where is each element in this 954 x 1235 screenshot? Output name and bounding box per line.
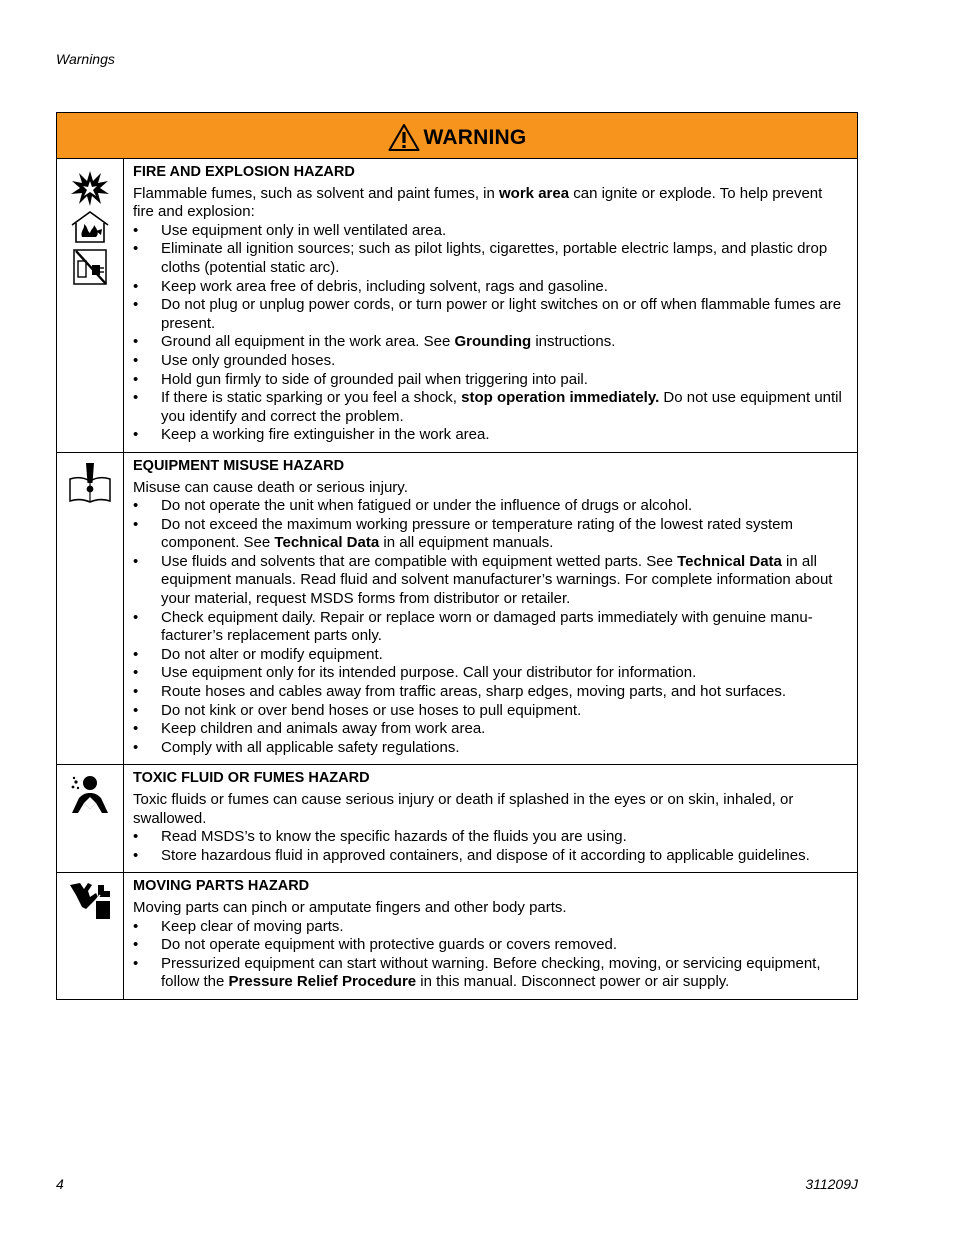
list-item <box>133 936 847 955</box>
hazard-intro <box>133 479 847 498</box>
warning-triangle-icon <box>388 123 420 152</box>
hazard-icons <box>57 873 124 999</box>
document-number: 311209J <box>805 1176 858 1192</box>
text-run: Do not operate equipment with protective guards or covers removed. <box>161 936 618 954</box>
text-run: instructions. <box>531 333 616 351</box>
text-run: Hold gun firmly to side of grounded pail when triggering into pail. <box>161 370 588 388</box>
explosion-icon <box>70 169 110 207</box>
hazard-icons <box>57 159 124 452</box>
list-item <box>133 664 847 683</box>
warning-header <box>57 113 857 159</box>
hazard-icons <box>57 453 124 765</box>
hazard-content <box>124 453 857 765</box>
text-run: Do not exceed the maximum working pressure or temperature rating of the lowest rated system component. See <box>161 515 793 552</box>
warning-table <box>56 112 858 1000</box>
toxic-fumes-icon <box>69 773 111 815</box>
bold-text: Pressure Relief Procedure <box>228 973 417 991</box>
warning-title: WARNING <box>423 125 527 149</box>
hazard-row-fire-explosion <box>57 159 857 453</box>
text-run: Keep clear of moving parts. <box>161 917 344 935</box>
list-item <box>133 497 847 516</box>
list-item <box>133 278 847 297</box>
list-item <box>133 828 847 847</box>
text-run: Store hazardous fluid in approved containers, and dispose of it according to applicable guidelines. <box>161 846 810 864</box>
text-run: in all equipment manuals. Read fluid and solvent manufacturer’s warnings. For complete information about your material, request MSDS forms from distributor or retailer. <box>161 552 833 608</box>
list-item <box>133 847 847 866</box>
hazard-intro <box>133 791 847 828</box>
hazard-title: MOVING PARTS HAZARD <box>133 878 310 895</box>
bold-text: Technical Data <box>677 552 782 570</box>
list-item <box>133 389 847 426</box>
text-run: Pressurized equipment can start without warning. Before checking, moving, or servicing equipment, follow the <box>161 954 821 991</box>
read-manual-icon <box>68 461 112 503</box>
list-item <box>133 702 847 721</box>
hazard-content <box>124 765 857 872</box>
list-item <box>133 553 847 609</box>
text-run: Do not kink or over bend hoses or use hoses to pull equipment. <box>161 701 582 719</box>
hazard-list <box>133 828 847 865</box>
text-run: Toxic fluids or fumes can cause serious injury or death if splashed in the eyes or on skin, inhaled, or swallowed. <box>133 791 794 827</box>
text-run: Use equipment only for its intended purpose. Call your distributor for information. <box>161 664 697 682</box>
list-item <box>133 609 847 646</box>
hazard-intro <box>133 185 847 222</box>
list-item <box>133 240 847 277</box>
text-run: If there is static sparking or you feel a shock, <box>161 389 462 407</box>
text-run: Comply with all applicable safety regulations. <box>161 738 460 756</box>
list-item <box>133 955 847 992</box>
bold-text: Technical Data <box>274 534 380 552</box>
no-plug-icon <box>70 247 110 287</box>
text-run: Use only grounded hoses. <box>161 351 336 369</box>
text-run: Keep work area free of debris, including solvent, rags and gasoline. <box>161 277 608 295</box>
hazard-intro <box>133 899 847 918</box>
list-item <box>133 646 847 665</box>
text-run: Keep a working fire extinguisher in the work area. <box>161 426 490 444</box>
list-item <box>133 296 847 333</box>
text-run: Moving parts can pinch or amputate fingers and other body parts. <box>133 898 567 916</box>
hazard-title: FIRE AND EXPLOSION HAZARD <box>133 164 355 180</box>
list-item <box>133 352 847 371</box>
fire-house-icon <box>68 209 112 245</box>
list-item <box>133 333 847 352</box>
list-item <box>133 739 847 758</box>
text-run: Keep children and animals away from work area. <box>161 720 486 738</box>
text-run: Do not use equipment until you identify and correct the problem. <box>161 389 842 425</box>
hazard-content <box>124 873 857 999</box>
page-number: 4 <box>56 1176 64 1192</box>
list-item <box>133 683 847 702</box>
list-item <box>133 720 847 739</box>
text-run: Misuse can cause death or serious injury. <box>133 478 408 496</box>
hazard-row-moving-parts <box>57 873 857 999</box>
text-run: Read MSDS’s to know the specific hazards of the fluids you are using. <box>161 828 627 846</box>
list-item <box>133 516 847 553</box>
text-run: Do not operate the unit when fatigued or under the influence of drugs or alcohol. <box>161 497 693 515</box>
hazard-list <box>133 497 847 757</box>
list-item <box>133 222 847 241</box>
hazard-list <box>133 918 847 992</box>
text-run: Use equipment only in well ventilated area. <box>161 221 447 239</box>
hazard-row-equipment-misuse <box>57 453 857 766</box>
hazard-content <box>124 159 857 452</box>
text-run: in this manual. Disconnect power or air supply. <box>416 973 730 991</box>
text-run: Do not alter or modify equipment. <box>161 645 383 663</box>
bold-text: stop operation immediately. <box>461 389 660 407</box>
text-run: Check equipment daily. Repair or replace worn or damaged parts immediately with genuine manu-facturer’s replacement parts only. <box>161 608 813 645</box>
hazard-title: TOXIC FLUID OR FUMES HAZARD <box>133 770 370 787</box>
hazard-icons <box>57 765 124 872</box>
list-item <box>133 426 847 445</box>
running-head: Warnings <box>56 51 115 67</box>
text-run: in all equipment manuals. <box>379 534 554 552</box>
hazard-row-toxic-fluid <box>57 765 857 873</box>
list-item <box>133 918 847 937</box>
bold-text: work area <box>499 184 570 202</box>
text-run: Flammable fumes, such as solvent and paint fumes, in <box>133 184 500 202</box>
hazard-title: EQUIPMENT MISUSE HAZARD <box>133 457 345 474</box>
list-item <box>133 371 847 390</box>
text-run: Eliminate all ignition sources; such as pilot lights, cigarettes, portable electric lamps, and plastic drop cloths (potential static arc). <box>161 240 828 276</box>
text-run: Do not plug or unplug power cords, or turn power or light switches on or off when flammable fumes are present. <box>161 296 842 332</box>
text-run: Use fluids and solvents that are compatible with equipment wetted parts. See <box>161 552 678 570</box>
hazard-list <box>133 222 847 445</box>
text-run: can ignite or explode. To help prevent fire and explosion: <box>133 184 823 221</box>
bold-text: Grounding <box>454 333 532 351</box>
text-run: Ground all equipment in the work area. See <box>161 333 455 351</box>
moving-parts-icon <box>68 881 112 921</box>
text-run: Route hoses and cables away from traffic areas, sharp edges, moving parts, and hot surfaces. <box>161 683 787 701</box>
